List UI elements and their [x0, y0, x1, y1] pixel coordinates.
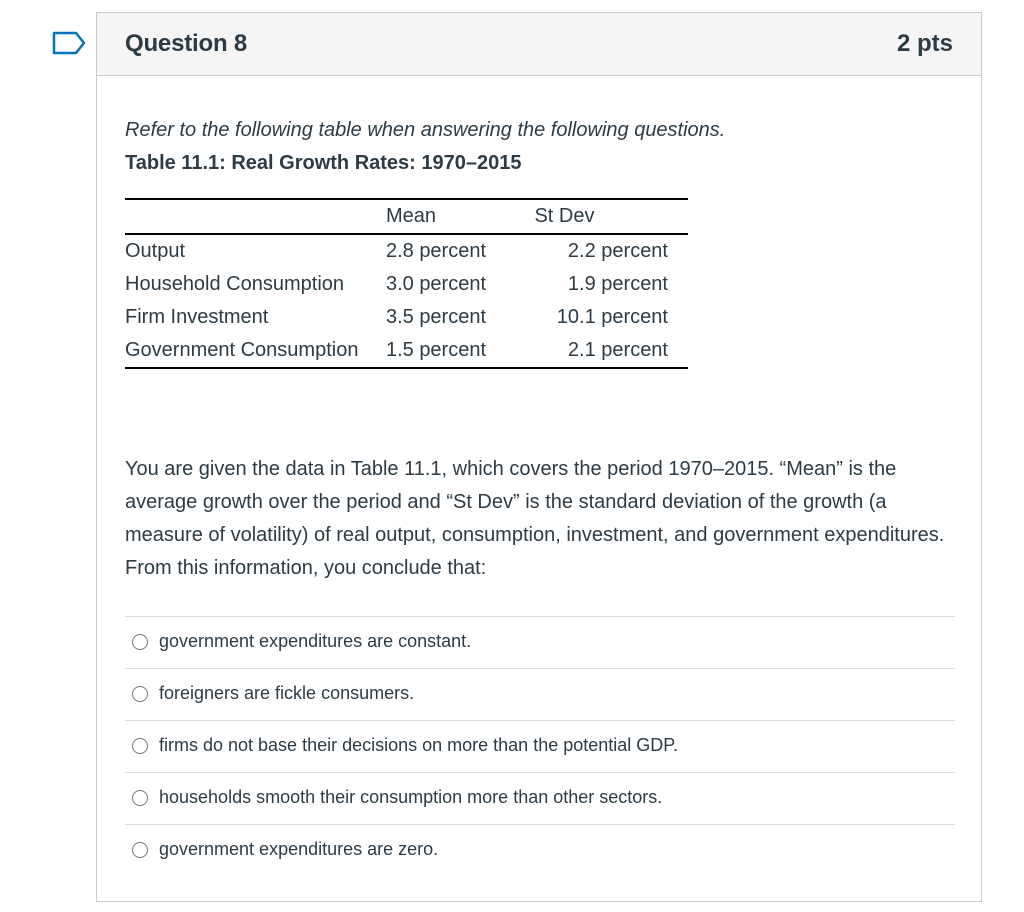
question-header: [97, 13, 981, 76]
answer-option[interactable]: [125, 668, 955, 720]
answer-label[interactable]: government expenditures are constant.: [159, 631, 472, 651]
row-mean: 3.0 percent: [385, 273, 487, 295]
answer-option[interactable]: [125, 616, 955, 668]
row-stdev: 2.1 percent: [567, 339, 668, 361]
table-header-row: [125, 199, 688, 234]
answer-list: [125, 616, 955, 876]
row-label: Government Consumption: [125, 339, 359, 361]
table-title: Table 11.1: Real Growth Rates: 1970–2015: [125, 152, 522, 174]
table-row: [125, 268, 688, 301]
row-stdev: 10.1 percent: [556, 306, 668, 328]
answer-label[interactable]: firms do not base their decisions on more than the potential GDP.: [159, 735, 678, 755]
answer-label[interactable]: foreigners are fickle consumers.: [159, 683, 415, 703]
question-points: 2 pts: [896, 30, 953, 57]
table-header-mean: Mean: [385, 205, 436, 227]
table-row: [125, 301, 688, 334]
row-label: Firm Investment: [125, 306, 269, 328]
row-stdev: 2.2 percent: [567, 240, 668, 262]
row-label: Household Consumption: [125, 273, 345, 295]
question-card: [96, 12, 982, 902]
row-stdev: 1.9 percent: [567, 273, 668, 295]
flag-question-icon[interactable]: [52, 31, 86, 55]
radio-button-icon[interactable]: [132, 842, 148, 858]
radio-button-icon[interactable]: [132, 634, 148, 650]
question-intro: Refer to the following table when answering the following questions.: [125, 119, 726, 141]
radio-button-icon[interactable]: [132, 686, 148, 702]
row-mean: 2.8 percent: [385, 240, 487, 262]
answer-option[interactable]: [125, 772, 955, 824]
question-prompt: You are given the data in Table 11.1, which covers the period 1970–2015. “Mean” is the average growth over the period and “St Dev” is the standard deviation of the growth (a measure of volatility) of real output, consumption, investment, and government expenditures. From this information, you conclude that:: [125, 458, 945, 579]
row-mean: 1.5 percent: [385, 339, 487, 361]
radio-button-icon[interactable]: [132, 738, 148, 754]
growth-rates-table: [125, 198, 688, 369]
row-mean: 3.5 percent: [385, 306, 487, 328]
row-label: Output: [125, 240, 186, 262]
table-header-blank: [125, 199, 386, 234]
table-row: [125, 334, 688, 368]
radio-button-icon[interactable]: [132, 790, 148, 806]
question-title: Question 8: [125, 30, 248, 57]
answer-label[interactable]: households smooth their consumption more than other sectors.: [159, 787, 663, 807]
answer-option[interactable]: [125, 720, 955, 772]
table-header-stdev: St Dev: [534, 205, 595, 227]
answer-label[interactable]: government expenditures are zero.: [159, 839, 439, 859]
table-row: [125, 234, 688, 268]
answer-option[interactable]: [125, 824, 955, 876]
